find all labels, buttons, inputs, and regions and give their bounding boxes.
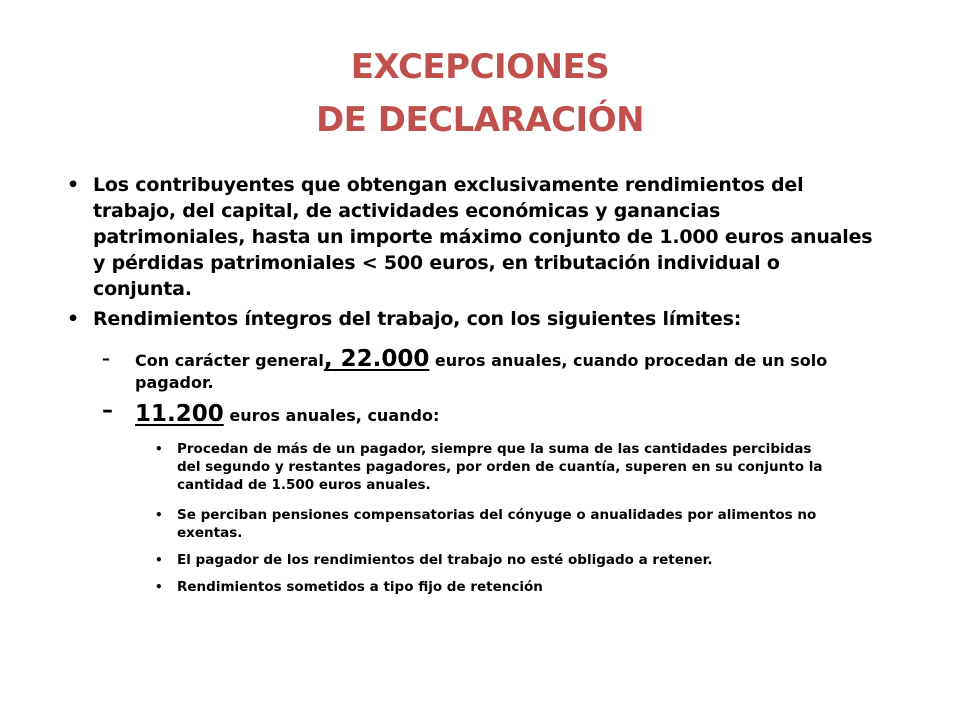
sub-item-text-pre: Con carácter general xyxy=(135,351,324,370)
dash-marker: – xyxy=(102,398,113,423)
bullet-item-work-income xyxy=(67,306,873,332)
condition-item xyxy=(155,551,827,569)
condition-text: Rendimientos sometidos a tipo fijo de retención xyxy=(177,579,543,595)
bullet-marker: • xyxy=(155,442,163,456)
slide-title-line-2: DE DECLARACIÓN xyxy=(315,100,645,140)
bullet-marker: • xyxy=(67,308,79,330)
bullet-text: Los contribuyentes que obtengan exclusivamente rendimientos del trabajo, del capital, de actividades económicas y ganancias patrimoniales, hasta un importe máximo conjunto de 1.000 euros anuales y pérdidas patrimoniales < 500 euros, en tributación individual o conjunta. xyxy=(93,174,873,300)
condition-item xyxy=(155,440,827,494)
condition-text: Se perciban pensiones compensatorias del cónyuge o anualidades por alimentos no exentas. xyxy=(177,507,817,541)
slide-title-line-1: EXCEPCIONES xyxy=(350,47,610,87)
sub-item-general-limit xyxy=(102,346,875,394)
condition-text: El pagador de los rendimientos del trabajo no esté obligado a retener. xyxy=(177,552,713,568)
bullet-text: Rendimientos íntegros del trabajo, con los siguientes límites: xyxy=(93,308,742,330)
bullet-marker: • xyxy=(155,580,163,594)
sub-item-text-post: euros anuales, cuando: xyxy=(223,406,440,425)
condition-item xyxy=(155,578,827,596)
bullet-marker: • xyxy=(155,508,163,522)
sub-item-text-post: euros anuales, cuando procedan de un solo pagador. xyxy=(135,351,828,392)
bullet-marker: • xyxy=(67,174,79,196)
amount-11200: 11.200 xyxy=(135,401,224,427)
dash-marker: – xyxy=(102,349,110,368)
amount-22000: , 22.000 xyxy=(323,346,430,372)
sub-item-reduced-limit xyxy=(102,398,875,427)
bullet-item-exclusive-income xyxy=(67,172,873,302)
condition-text: Procedan de más de un pagador, siempre que la suma de las cantidades percibidas del segundo y restantes pagadores, por orden de cuantía, superen en su conjunto la cantidad de 1.500 euros anuales. xyxy=(177,441,823,493)
condition-item xyxy=(155,506,827,542)
bullet-marker: • xyxy=(155,553,163,567)
